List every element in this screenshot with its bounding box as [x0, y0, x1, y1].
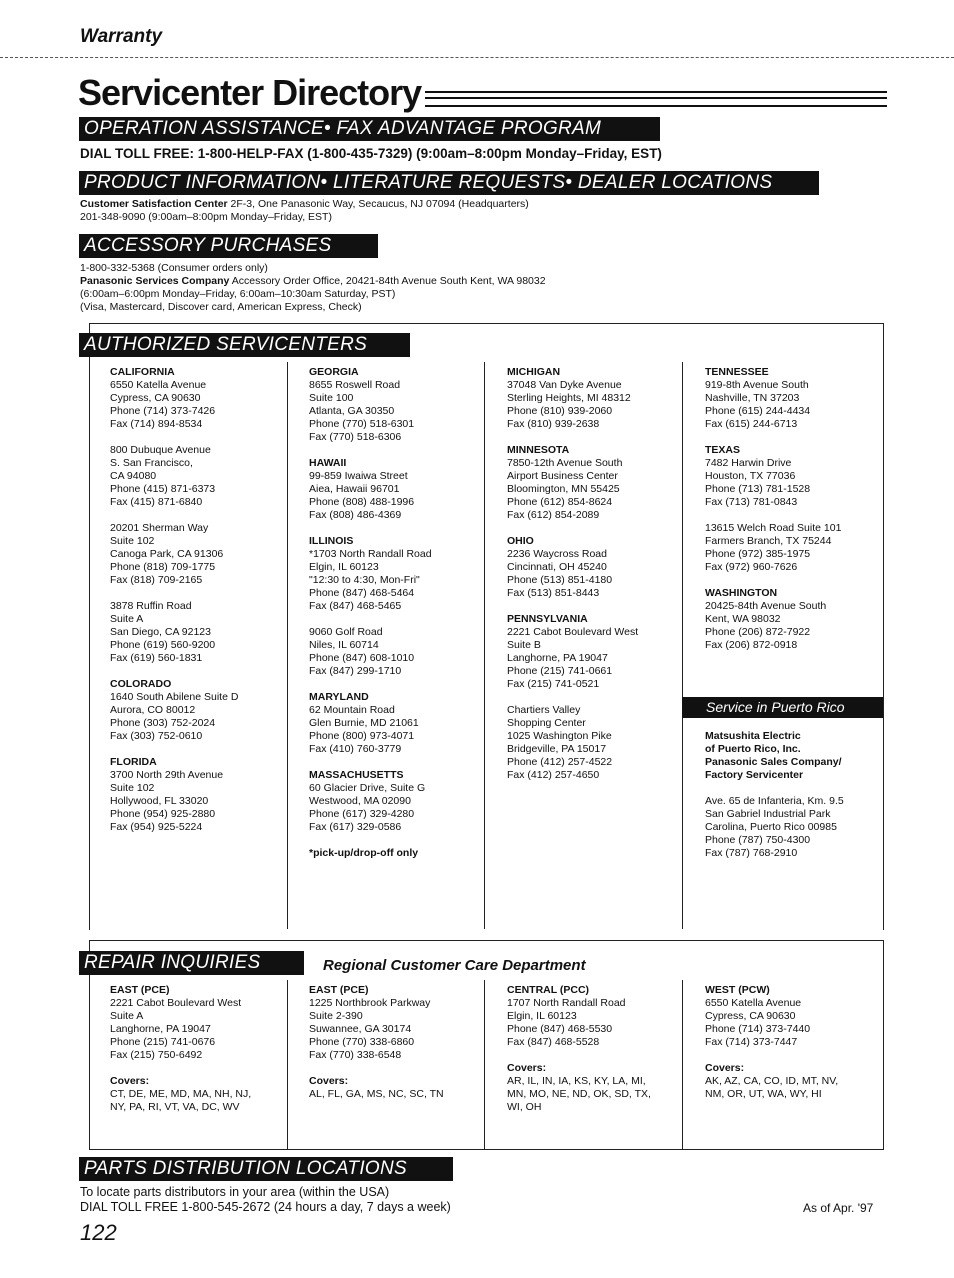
parts-line2: DIAL TOLL FREE 1-800-545-2672 (24 hours a day, 7 days a week)	[80, 1200, 451, 1214]
entry-spacer	[110, 587, 238, 600]
accessory-line4: (Visa, Mastercard, Discover card, American Express, Check)	[80, 301, 362, 313]
address-line: 7482 Harwin Drive	[705, 457, 792, 469]
state-heading: GEORGIA	[309, 366, 359, 378]
address-line: Fax (714) 373-7447	[705, 1036, 798, 1048]
address-line: 13615 Welch Road Suite 101	[705, 522, 842, 534]
address-line: 60 Glacier Drive, Suite G	[309, 782, 426, 794]
entry-spacer	[309, 522, 432, 535]
address-line: 1707 North Randall Road	[507, 997, 626, 1009]
address-line: Phone (617) 329-4280	[309, 808, 415, 820]
title-rules	[425, 91, 887, 107]
address-line: Phone (206) 872-7922	[705, 626, 811, 638]
entry-spacer	[507, 1049, 651, 1062]
state-heading: MASSACHUSETTS	[309, 769, 404, 781]
address-line: "12:30 to 4:30, Mon-Fri"	[309, 574, 420, 586]
covers-states: NY, PA, RI, VT, VA, DC, WV	[110, 1101, 240, 1113]
address-line: 2221 Cabot Boulevard West	[110, 997, 242, 1009]
region-heading: EAST (PCE)	[110, 984, 170, 996]
address-line: Fax (303) 752-0610	[110, 730, 203, 742]
address-line: Suite 102	[110, 535, 155, 547]
address-line: Phone (615) 244-4434	[705, 405, 811, 417]
address-line: San Gabriel Industrial Park	[705, 808, 831, 820]
address-line: Fax (847) 468-5528	[507, 1036, 600, 1048]
page-number: 122	[80, 1220, 117, 1245]
address-line: Bloomington, MN 55425	[507, 483, 620, 495]
entry-spacer	[705, 1049, 838, 1062]
address-line: Phone (412) 257-4522	[507, 756, 613, 768]
address-line: Suite 2-390	[309, 1010, 363, 1022]
address-line: Phone (714) 373-7440	[705, 1023, 811, 1035]
repair-column-3	[507, 984, 651, 1114]
address-line: Houston, TX 77036	[705, 470, 796, 482]
address-line: S. San Francisco,	[110, 457, 193, 469]
product-line2: 201-348-9090 (9:00am–8:00pm Monday–Friday, EST)	[80, 211, 332, 223]
address-line: Phone (713) 781-1528	[705, 483, 811, 495]
covers-states: CT, DE, ME, MD, MA, NH, NJ,	[110, 1088, 252, 1100]
address-line: Phone (808) 488-1996	[309, 496, 415, 508]
col-divider-1	[287, 362, 288, 929]
address-line: 8655 Roswell Road	[309, 379, 401, 391]
entry-spacer	[705, 782, 844, 795]
repair-subtitle: Regional Customer Care Department	[323, 957, 586, 974]
address-line: Cypress, CA 90630	[110, 392, 201, 404]
address-line: Aurora, CO 80012	[110, 704, 196, 716]
address-line: Fax (612) 854-2089	[507, 509, 600, 521]
as-of-date: As of Apr. '97	[803, 1201, 874, 1215]
state-heading: *pick-up/drop-off only	[309, 847, 419, 859]
state-heading: TENNESSEE	[705, 366, 769, 378]
address-line: Phone (972) 385-1975	[705, 548, 811, 560]
address-line: Fax (818) 709-2165	[110, 574, 203, 586]
entry-spacer	[309, 613, 432, 626]
address-line: Fax (410) 760-3779	[309, 743, 402, 755]
address-line: Fax (808) 486-4369	[309, 509, 402, 521]
covers-states: MN, MO, NE, ND, OK, SD, TX,	[507, 1088, 651, 1100]
address-line: Suite A	[110, 613, 144, 625]
address-line: Suwannee, GA 30174	[309, 1023, 412, 1035]
address-line: San Diego, CA 92123	[110, 626, 211, 638]
accessory-line1: 1-800-332-5368 (Consumer orders only)	[80, 262, 268, 274]
address-line: 20201 Sherman Way	[110, 522, 209, 534]
address-line: Hollywood, FL 33020	[110, 795, 209, 807]
puerto-rico-bar: Service in Puerto Rico	[682, 697, 883, 718]
address-line: 6550 Katella Avenue	[110, 379, 207, 391]
address-line: Phone (619) 560-9200	[110, 639, 216, 651]
address-line: Kent, WA 98032	[705, 613, 781, 625]
address-line: *1703 North Randall Road	[309, 548, 432, 560]
address-line: Suite A	[110, 1010, 144, 1022]
address-line: Fax (615) 244-6713	[705, 418, 798, 430]
address-line: Fax (770) 338-6548	[309, 1049, 402, 1061]
entry-spacer	[309, 756, 432, 769]
state-heading: TEXAS	[705, 444, 741, 456]
address-line: Phone (847) 468-5464	[309, 587, 415, 599]
address-line: 800 Dubuque Avenue	[110, 444, 211, 456]
address-line: Airport Business Center	[507, 470, 618, 482]
repair-column-1	[110, 984, 251, 1114]
address-line: Nashville, TN 37203	[705, 392, 800, 404]
address-line: Fax (847) 468-5465	[309, 600, 402, 612]
company-name-line: of Puerto Rico, Inc.	[705, 743, 801, 755]
address-line: Fax (972) 960-7626	[705, 561, 798, 573]
address-line: Aiea, Hawaii 96701	[309, 483, 400, 495]
entry-spacer	[110, 743, 238, 756]
entry-spacer	[705, 574, 841, 587]
address-line: 3700 North 29th Avenue	[110, 769, 224, 781]
address-line: Phone (954) 925-2880	[110, 808, 216, 820]
operation-line: DIAL TOLL FREE: 1-800-HELP-FAX (1-800-435-7329) (9:00am–8:00pm Monday–Friday, EST)	[80, 146, 662, 161]
address-line: Carolina, Puerto Rico 00985	[705, 821, 837, 833]
state-heading: CALIFORNIA	[110, 366, 175, 378]
address-line: Phone (215) 741-0661	[507, 665, 613, 677]
address-line: Suite 102	[110, 782, 155, 794]
entry-spacer	[507, 691, 638, 704]
address-line: Phone (770) 338-6860	[309, 1036, 415, 1048]
repair-bar: REPAIR INQUIRIES	[79, 951, 304, 975]
covers-states: AL, FL, GA, MS, NC, SC, TN	[309, 1088, 444, 1100]
entry-spacer	[110, 1062, 251, 1075]
covers-states: AK, AZ, CA, CO, ID, MT, NV,	[705, 1075, 839, 1087]
operation-bar: OPERATION ASSISTANCE• FAX ADVANTAGE PROGRAM	[79, 117, 660, 141]
authorized-bar: AUTHORIZED SERVICENTERS	[79, 333, 410, 357]
address-line: Fax (810) 939-2638	[507, 418, 600, 430]
entry-spacer	[110, 665, 238, 678]
section-label: Warranty	[80, 26, 163, 47]
address-line: Phone (787) 750-4300	[705, 834, 811, 846]
product-line1: Customer Satisfaction Center 2F-3, One Panasonic Way, Secaucus, NJ 07094 (Headquarters)	[80, 198, 529, 210]
address-line: Langhorne, PA 19047	[110, 1023, 211, 1035]
parts-bar: PARTS DISTRIBUTION LOCATIONS	[79, 1157, 453, 1181]
state-heading: MARYLAND	[309, 691, 369, 703]
address-line: 37048 Van Dyke Avenue	[507, 379, 622, 391]
address-line: Fax (954) 925-5224	[110, 821, 203, 833]
covers-label: Covers:	[507, 1062, 547, 1074]
address-line: 2236 Waycross Road	[507, 548, 607, 560]
address-line: Fax (714) 894-8534	[110, 418, 203, 430]
entry-spacer	[110, 431, 238, 444]
address-line: Phone (415) 871-6373	[110, 483, 216, 495]
repair-divider-1	[287, 980, 288, 1149]
address-line: 2221 Cabot Boulevard West	[507, 626, 639, 638]
covers-states: AR, IL, IN, IA, KS, KY, LA, MI,	[507, 1075, 646, 1087]
address-line: Fax (415) 871-6840	[110, 496, 203, 508]
address-line: 1025 Washington Pike	[507, 730, 612, 742]
address-line: Suite 100	[309, 392, 354, 404]
address-line: Niles, IL 60714	[309, 639, 379, 651]
address-line: 6550 Katella Avenue	[705, 997, 802, 1009]
address-line: Cypress, CA 90630	[705, 1010, 796, 1022]
page-title: Servicenter Directory	[78, 72, 422, 113]
address-line: 7850-12th Avenue South	[507, 457, 623, 469]
covers-label: Covers:	[309, 1075, 349, 1087]
address-line: Bridgeville, PA 15017	[507, 743, 607, 755]
address-line: CA 94080	[110, 470, 157, 482]
state-heading: OHIO	[507, 535, 534, 547]
authorized-column-2	[309, 366, 432, 860]
repair-column-4	[705, 984, 838, 1101]
address-line: Fax (847) 299-1710	[309, 665, 402, 677]
address-line: Fax (770) 518-6306	[309, 431, 402, 443]
address-line: Fax (412) 257-4650	[507, 769, 600, 781]
address-line: Cincinnati, OH 45240	[507, 561, 607, 573]
entry-spacer	[507, 431, 638, 444]
company-name-line: Matsushita Electric	[705, 730, 801, 742]
address-line: Fax (513) 851-8443	[507, 587, 600, 599]
state-heading: PENNSYLVANIA	[507, 613, 588, 625]
address-line: Chartiers Valley	[507, 704, 581, 716]
entry-spacer	[110, 509, 238, 522]
covers-states: WI, OH	[507, 1101, 542, 1113]
address-line: Suite B	[507, 639, 541, 651]
entry-spacer	[309, 444, 432, 457]
address-line: Phone (612) 854-8624	[507, 496, 613, 508]
address-line: 99-859 Iwaiwa Street	[309, 470, 408, 482]
entry-spacer	[507, 600, 638, 613]
address-line: Glen Burnie, MD 21061	[309, 717, 419, 729]
state-heading: COLORADO	[110, 678, 172, 690]
repair-column-2	[309, 984, 444, 1101]
col-divider-3	[682, 362, 683, 929]
state-heading: FLORIDA	[110, 756, 157, 768]
repair-divider-2	[484, 980, 485, 1149]
col-divider-2	[484, 362, 485, 929]
address-line: 9060 Golf Road	[309, 626, 383, 638]
accessory-bar: ACCESSORY PURCHASES	[79, 234, 378, 258]
address-line: Fax (617) 329-0586	[309, 821, 402, 833]
state-heading: WASHINGTON	[705, 587, 778, 599]
state-heading: ILLINOIS	[309, 535, 354, 547]
puerto-rico-block	[705, 730, 844, 860]
address-line: Phone (847) 608-1010	[309, 652, 415, 664]
entry-spacer	[309, 1062, 444, 1075]
address-line: Canoga Park, CA 91306	[110, 548, 224, 560]
accessory-line3: (6:00am–6:00pm Monday–Friday, 6:00am–10:30am Saturday, PST)	[80, 288, 396, 300]
covers-label: Covers:	[705, 1062, 745, 1074]
entry-spacer	[309, 834, 432, 847]
covers-label: Covers:	[110, 1075, 150, 1087]
state-heading: MICHIGAN	[507, 366, 561, 378]
address-line: 62 Mountain Road	[309, 704, 395, 716]
entry-spacer	[705, 509, 841, 522]
address-line: Phone (215) 741-0676	[110, 1036, 216, 1048]
company-name-line: Factory Servicenter	[705, 769, 804, 781]
address-line: Farmers Branch, TX 75244	[705, 535, 832, 547]
authorized-column-3	[507, 366, 638, 782]
address-line: Fax (619) 560-1831	[110, 652, 203, 664]
address-line: 919-8th Avenue South	[705, 379, 809, 391]
header-divider	[0, 57, 954, 58]
address-line: Phone (800) 973-4071	[309, 730, 415, 742]
address-line: Fax (215) 741-0521	[507, 678, 600, 690]
address-line: 1640 South Abilene Suite D	[110, 691, 239, 703]
address-line: Phone (714) 373-7426	[110, 405, 216, 417]
address-line: Fax (713) 781-0843	[705, 496, 798, 508]
address-line: Langhorne, PA 19047	[507, 652, 608, 664]
region-heading: WEST (PCW)	[705, 984, 770, 996]
entry-spacer	[705, 431, 841, 444]
address-line: Fax (215) 750-6492	[110, 1049, 203, 1061]
authorized-column-1	[110, 366, 238, 834]
authorized-column-4	[705, 366, 841, 652]
address-line: Phone (770) 518-6301	[309, 418, 415, 430]
address-line: 3878 Ruffin Road	[110, 600, 192, 612]
address-line: Elgin, IL 60123	[507, 1010, 577, 1022]
address-line: Sterling Heights, MI 48312	[507, 392, 631, 404]
region-heading: EAST (PCE)	[309, 984, 369, 996]
address-line: Shopping Center	[507, 717, 586, 729]
address-line: Westwood, MA 02090	[309, 795, 411, 807]
address-line: Phone (847) 468-5530	[507, 1023, 613, 1035]
entry-spacer	[309, 678, 432, 691]
parts-line1: To locate parts distributors in your area (within the USA)	[80, 1185, 390, 1199]
address-line: Atlanta, GA 30350	[309, 405, 395, 417]
address-line: Phone (810) 939-2060	[507, 405, 613, 417]
address-line: Elgin, IL 60123	[309, 561, 379, 573]
address-line: 1225 Northbrook Parkway	[309, 997, 431, 1009]
address-line: Phone (303) 752-2024	[110, 717, 216, 729]
covers-states: NM, OR, UT, WA, WY, HI	[705, 1088, 822, 1100]
product-bar: PRODUCT INFORMATION• LITERATURE REQUESTS• DEALER LOCATIONS	[79, 171, 819, 195]
address-line: Phone (818) 709-1775	[110, 561, 216, 573]
state-heading: MINNESOTA	[507, 444, 570, 456]
company-name-line: Panasonic Sales Company/	[705, 756, 842, 768]
address-line: Fax (787) 768-2910	[705, 847, 798, 859]
address-line: 20425-84th Avenue South	[705, 600, 827, 612]
state-heading: HAWAII	[309, 457, 347, 469]
address-line: Fax (206) 872-0918	[705, 639, 798, 651]
region-heading: CENTRAL (PCC)	[507, 984, 590, 996]
entry-spacer	[507, 522, 638, 535]
accessory-line2: Panasonic Services Company Accessory Order Office, 20421-84th Avenue South Kent, WA 98032	[80, 275, 546, 287]
address-line: Ave. 65 de Infanteria, Km. 9.5	[705, 795, 844, 807]
address-line: Phone (513) 851-4180	[507, 574, 613, 586]
repair-divider-3	[682, 980, 683, 1149]
